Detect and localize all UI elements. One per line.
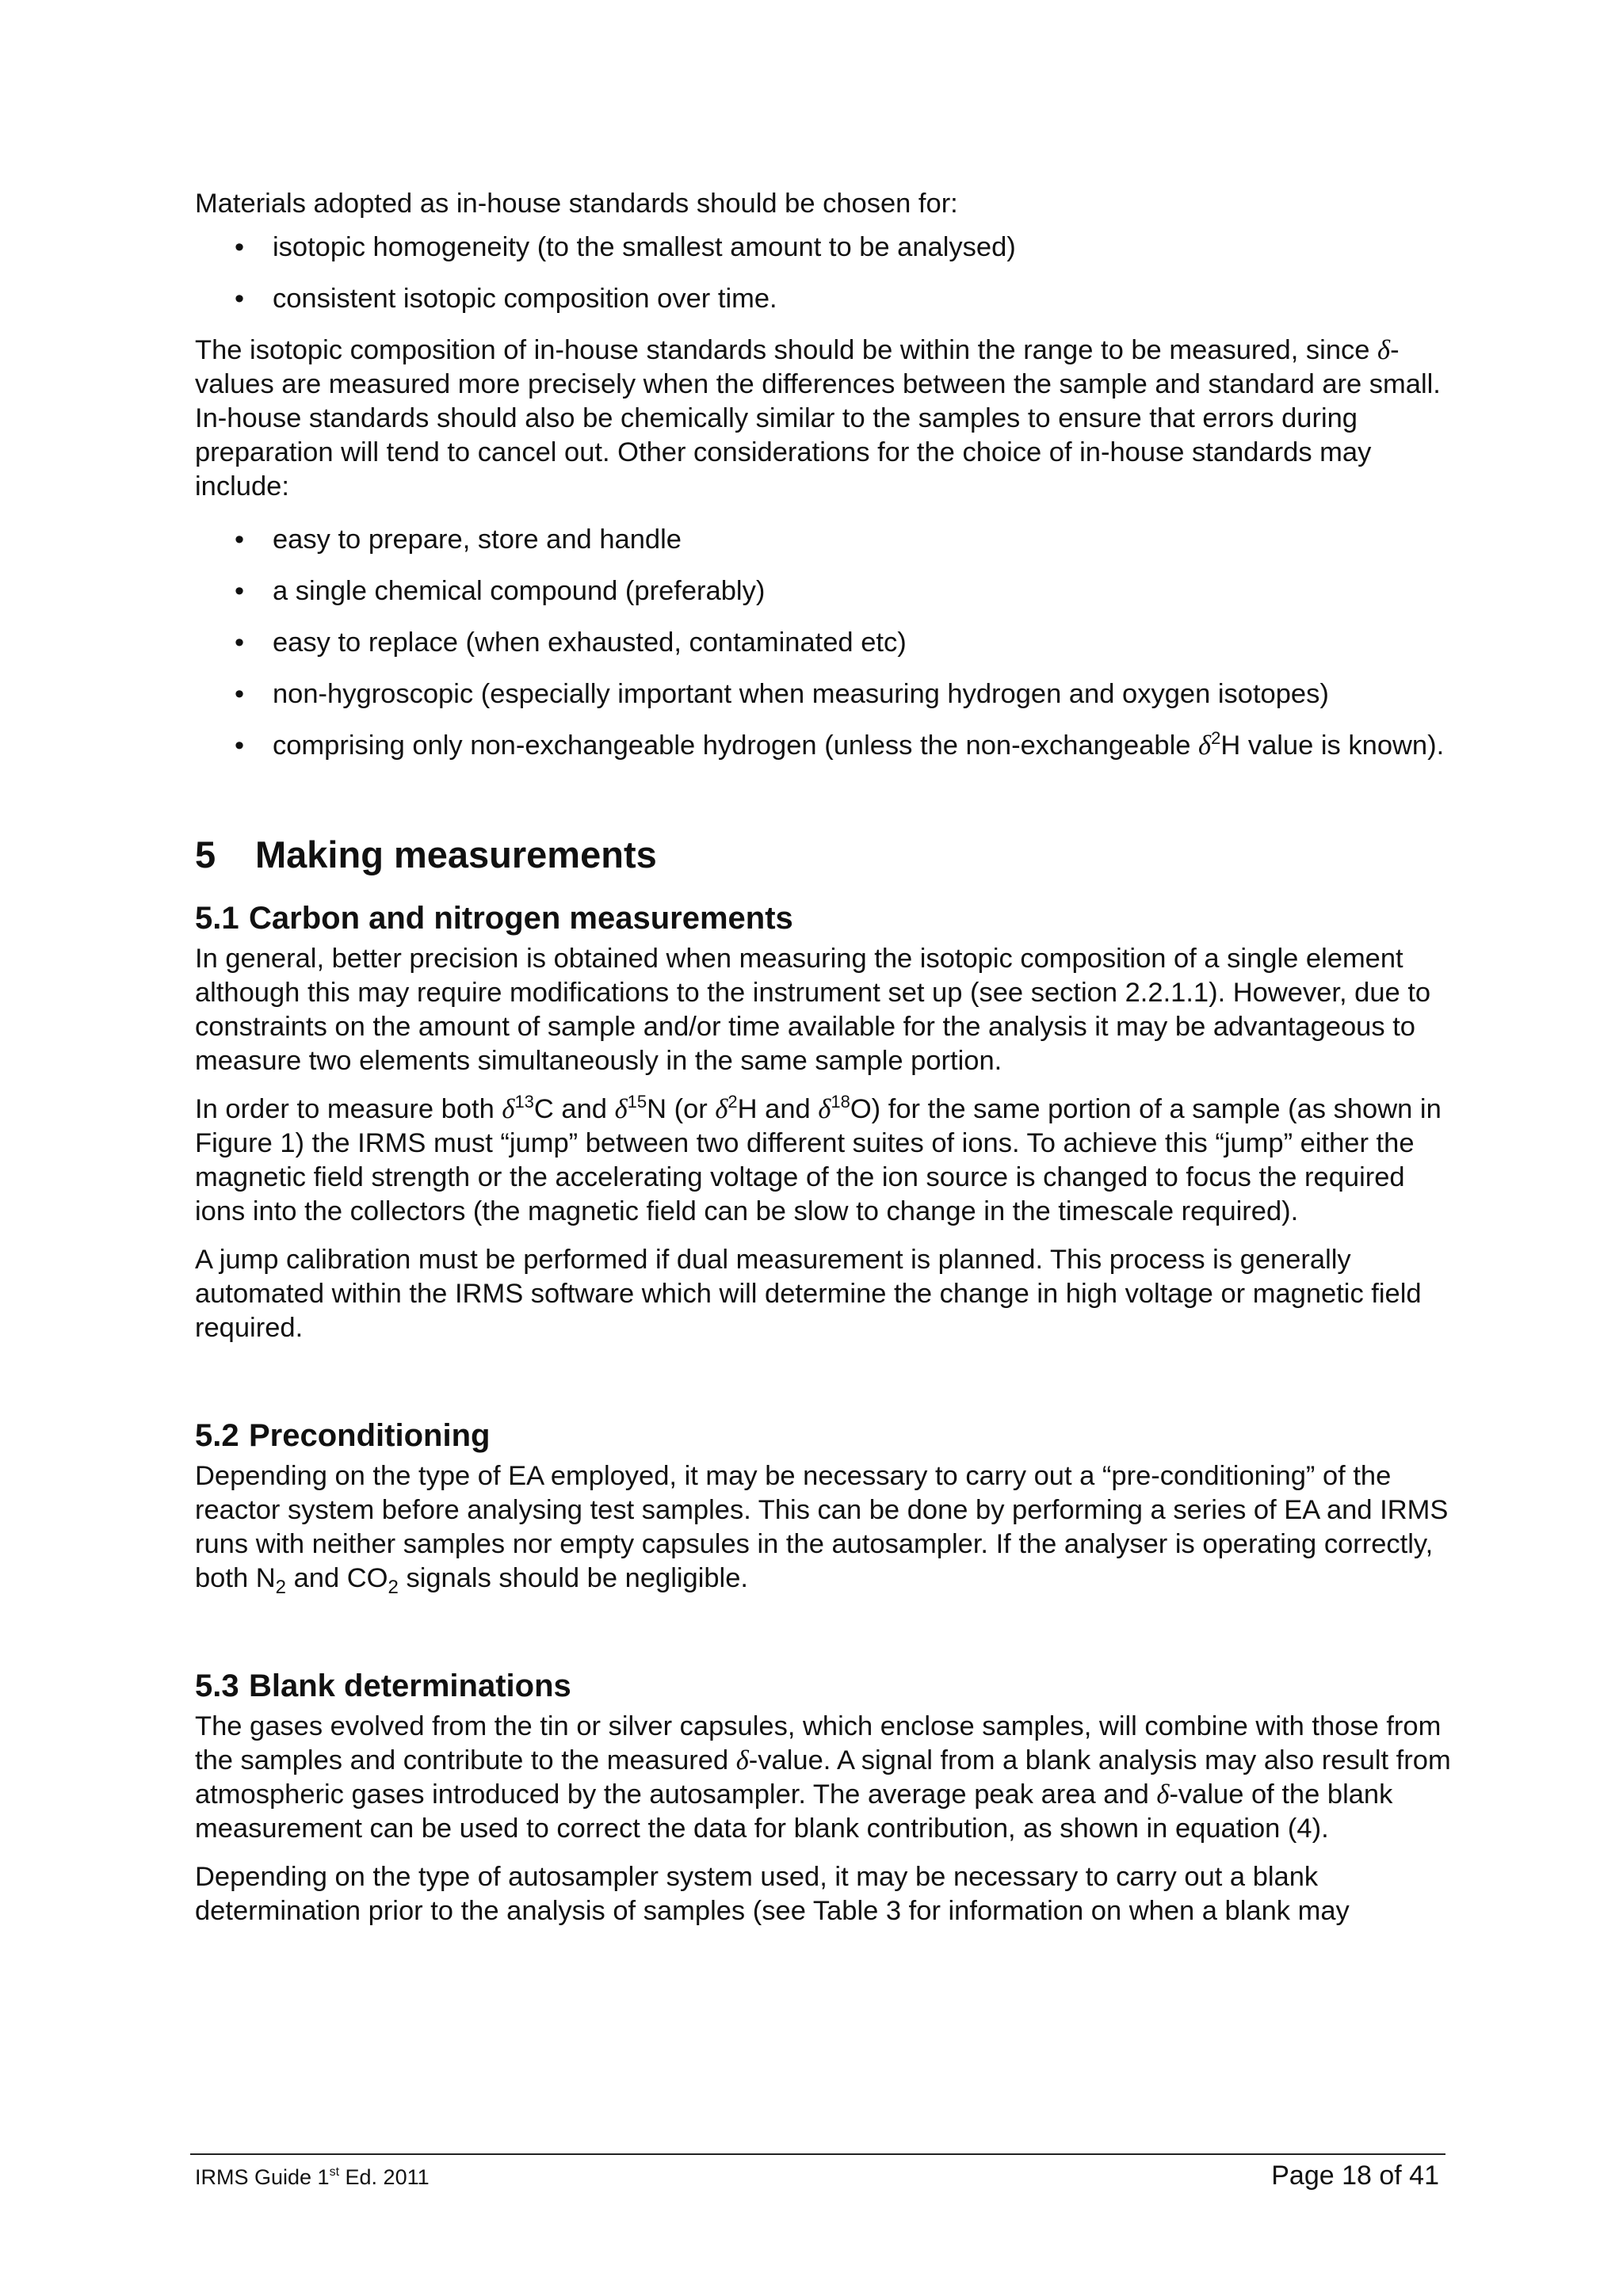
section-5-1-heading: 5.1 Carbon and nitrogen measurements [195,901,793,936]
list-item: • consistent isotopic composition over time. [195,282,1455,316]
bullet-icon: • [235,284,245,314]
bullet-icon: • [235,524,245,555]
list-item: • a single chemical compound (preferably) [195,574,1455,608]
section-5-1-paragraph-3: A jump calibration must be performed if dual measurement is planned. This process is generally automated within the IRMS software which will determine the change in high voltage or magnetic field required. [195,1245,1422,1343]
section-5-2-heading: 5.2 Preconditioning [195,1418,491,1453]
section-5-3-heading: 5.3 Blank determinations [195,1669,571,1703]
bullet-list-a [195,231,1455,316]
bullet-icon: • [235,730,245,761]
section-5-1-paragraph-1: In general, better precision is obtained when measuring the isotopic composition of a single element although this may require modifications to the instrument set up (see section 2.2.1.1). However, due to constraints on the amount of sample and/or time available for the analysis it may be advantageous to measure two elements simultaneously in the same sample portion. [195,944,1431,1076]
section-5-heading: 5 Making measurements [195,833,657,875]
list-item: • non-hygroscopic (especially important when measuring hydrogen and oxygen isotopes) [195,677,1455,711]
delta-symbol: δ [1377,335,1391,365]
bullet-list-b [195,523,1455,763]
bullet-icon: • [235,627,245,658]
list-item: • easy to prepare, store and handle [195,523,1455,557]
section-5-3-paragraph-2: Depending on the type of autosampler system used, it may be necessary to carry out a blank determination prior to the analysis of samples (see Table 3 for information on when a blank may [195,1862,1350,1926]
bullet-icon: • [235,679,245,709]
footer-guide-label: IRMS Guide 1st Ed. 2011 [195,2165,430,2189]
intro-lead: Materials adopted as in-house standards should be chosen for: [195,189,958,219]
page-body [195,187,1455,1928]
bullet-icon: • [235,576,245,606]
section-5-1-paragraph-2: In order to measure both $\delta^{13}C$ and $\delta^{15}N$ (or $\delta^2H$ and $\delta^{18}O$) for the same portion of a sample (as shown in Figure 1) the IRMS must “jump” between two different suites of ions. To achieve this “jump” either the magnetic field strength or the accelerating voltage of the ion source is changed to focus the required ions into the collectors (the magnetic field can be slow to change in the timescale required). [195,1091,1442,1226]
page-number: Page 18 of 41 [1271,2161,1439,2191]
bullet-icon: • [235,232,245,262]
section-5-3-paragraph-1: The gases evolved from the tin or silver capsules, which enclose samples, will combine with those from the samples and contribute to the measured δ-value. A signal from a blank analysis may also result from atmospheric gases introduced by the autosampler. The average peak area and δ-value of the blank measurement can be used to correct the data for blank contribution, as shown in equation (4). [195,1711,1451,1844]
footer-divider [190,2153,1445,2155]
list-item: • comprising only non-exchangeable hydrogen (unless the non-exchangeable $\delta^2H$ value is known). [195,729,1455,763]
intro-paragraph: The isotopic composition of in-house standards should be within the range to be measured, since δ-values are measured more precisely when the differences between the sample and standard are small. In-house standards should also be chemically similar to the samples to ensure that errors during preparation will tend to cancel out. Other considerations for the choice of in-house standards may include: [195,335,1441,502]
list-item: • isotopic homogeneity (to the smallest amount to be analysed) [195,231,1455,265]
section-5-2-paragraph: Depending on the type of EA employed, it may be necessary to carry out a “pre-conditioning” of the reactor system before analysing test samples. This can be done by performing a series of EA and IRMS runs with neither samples nor empty capsules in the autosampler. If the analyser is operating correctly, both $N_2$ and $CO_2$ signals should be negligible. [195,1461,1449,1598]
list-item: • easy to replace (when exhausted, contaminated etc) [195,626,1455,660]
